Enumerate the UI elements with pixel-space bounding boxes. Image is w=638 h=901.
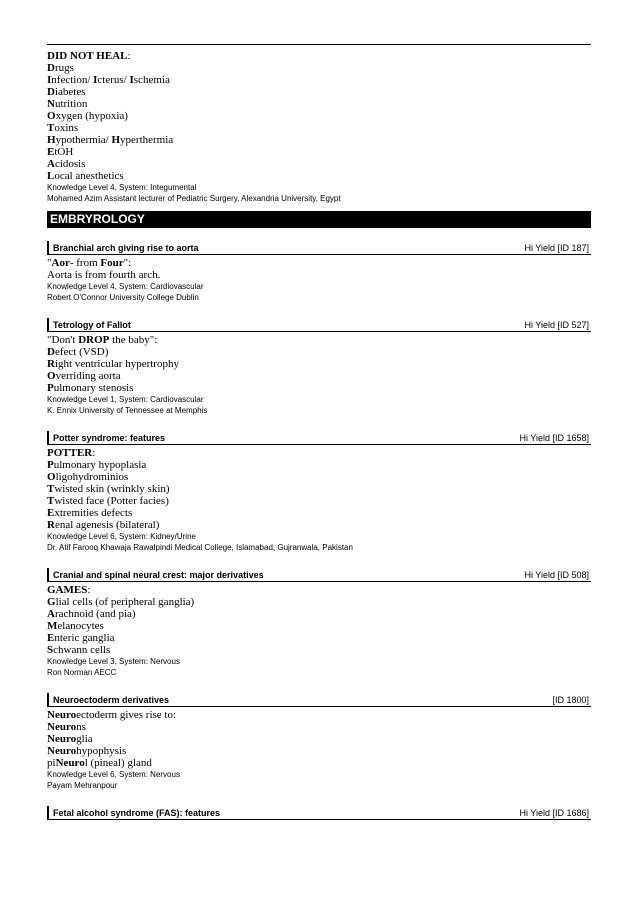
- card-line: [47, 334, 591, 346]
- mnemonic-letter: L: [47, 170, 55, 182]
- mnemonic-letter: O: [47, 110, 56, 122]
- mnemonic-letter: O: [47, 370, 56, 382]
- card-author: Ron Norman AECC: [47, 668, 117, 677]
- mnemonic-letter: POTTER: [47, 447, 93, 459]
- mnemonic-letter: Neuro: [47, 733, 77, 745]
- card-author: K. Ennix University of Tennessee at Memphis: [47, 406, 208, 415]
- text-run: elanocytes: [57, 620, 104, 632]
- card-body: [47, 709, 591, 791]
- mnemonic-letter: Neuro: [47, 721, 77, 733]
- intro-block: [47, 50, 591, 204]
- text-run: schemia: [133, 74, 170, 86]
- card: [47, 693, 591, 791]
- intro-list-item: [47, 146, 591, 158]
- text-run: hypophysis: [76, 745, 127, 757]
- intro-list-item: [47, 74, 591, 86]
- text-run: cterus/: [97, 74, 130, 86]
- intro-list-item: [47, 98, 591, 110]
- card-line: [47, 269, 591, 281]
- card-author: Robert O'Connor University College Dublin: [47, 293, 199, 302]
- text-run: cidosis: [54, 158, 86, 170]
- card-line: [47, 358, 591, 370]
- card-header: [47, 806, 591, 820]
- text-run: ulmonary hypoplasia: [53, 459, 147, 471]
- card-header: [47, 431, 591, 445]
- mnemonic-letter: E: [47, 507, 55, 519]
- text-run: ight ventricular hypertrophy: [54, 358, 179, 370]
- mnemonic-letter: I: [129, 74, 134, 86]
- card-line: [47, 584, 591, 596]
- mnemonic-letter: P: [47, 382, 54, 394]
- card-line: [47, 745, 591, 757]
- text-run: Aorta is from fourth arch.: [47, 269, 161, 281]
- mnemonic-letter: DROP: [78, 334, 110, 346]
- text-run: :: [87, 584, 91, 596]
- card-title: Cranial and spinal neural crest: major derivatives: [53, 570, 264, 580]
- card-knowledge: Knowledge Level 4, System: Cardiovascular: [47, 282, 204, 291]
- card: [47, 318, 591, 416]
- intro-title-suffix: :: [127, 50, 131, 62]
- mnemonic-letter: O: [47, 471, 56, 483]
- mnemonic-letter: H: [111, 134, 121, 146]
- text-run: wisted skin (wrinkly skin): [54, 483, 170, 495]
- card-header: [47, 318, 591, 332]
- text-run: lial cells (of peripheral ganglia): [55, 596, 195, 608]
- intro-list-item: [47, 122, 591, 134]
- card-line: [47, 257, 591, 269]
- card-line: [47, 632, 591, 644]
- mnemonic-letter: P: [47, 459, 54, 471]
- text-run: :: [92, 447, 96, 459]
- intro-knowledge: Knowledge Level 4, System: Integumental: [47, 183, 197, 192]
- card-line: [47, 620, 591, 632]
- mnemonic-letter: Four: [100, 257, 124, 269]
- mnemonic-letter: T: [47, 495, 55, 507]
- mnemonic-letter: T: [47, 483, 55, 495]
- text-run: "Don't: [47, 334, 79, 346]
- card-header: [47, 568, 591, 582]
- text-run: ocal anesthetics: [54, 170, 124, 182]
- card-knowledge: Knowledge Level 1, System: Cardiovascular: [47, 395, 204, 404]
- intro-list-item: [47, 62, 591, 74]
- intro-list-item: [47, 86, 591, 98]
- card-meta: Hi Yield [ID 1658]: [519, 433, 589, 443]
- card-line: [47, 370, 591, 382]
- mnemonic-letter: D: [47, 86, 55, 98]
- text-run: ": [47, 257, 52, 269]
- mnemonic-letter: G: [47, 596, 56, 608]
- text-run: the baby":: [109, 334, 158, 346]
- card-line: [47, 459, 591, 471]
- text-run: nteric ganglia: [54, 632, 115, 644]
- card: [47, 241, 591, 303]
- card-meta: Hi Yield [ID 1686]: [519, 808, 589, 818]
- text-run: - from: [69, 257, 101, 269]
- text-run: xygen (hypoxia): [55, 110, 128, 122]
- text-run: wisted face (Potter facies): [54, 495, 169, 507]
- card-title: Potter syndrome: features: [53, 433, 166, 443]
- card-line: [47, 346, 591, 358]
- card-line: [47, 519, 591, 531]
- card-knowledge: Knowledge Level 3, System: Nervous: [47, 657, 180, 666]
- text-run: utrition: [54, 98, 88, 110]
- card-meta: Hi Yield [ID 508]: [524, 570, 589, 580]
- card-header: [47, 241, 591, 255]
- mnemonic-letter: Neuro: [55, 757, 85, 769]
- intro-title: DID NOT HEAL: [47, 50, 128, 62]
- card-title: Neuroectoderm derivatives: [53, 695, 170, 705]
- mnemonic-letter: Neuro: [47, 745, 77, 757]
- text-run: xtremities defects: [54, 507, 133, 519]
- text-run: iabetes: [54, 86, 86, 98]
- card-knowledge: Knowledge Level 6, System: Nervous: [47, 770, 180, 779]
- intro-list-item: [47, 134, 591, 146]
- mnemonic-letter: Aor: [51, 257, 70, 269]
- mnemonic-letter: N: [47, 98, 55, 110]
- document-page: [47, 44, 591, 822]
- card-line: [47, 608, 591, 620]
- text-run: rugs: [54, 62, 74, 74]
- card-line: [47, 721, 591, 733]
- mnemonic-letter: A: [47, 158, 55, 170]
- text-run: ulmonary stenosis: [53, 382, 134, 394]
- text-run: verriding aorta: [55, 370, 121, 382]
- mnemonic-letter: I: [47, 74, 52, 86]
- mnemonic-letter: E: [47, 146, 55, 158]
- top-rule: [47, 44, 591, 45]
- text-run: efect (VSD): [54, 346, 109, 358]
- card-line: [47, 483, 591, 495]
- intro-list-item: [47, 110, 591, 122]
- card-meta: Hi Yield [ID 527]: [524, 320, 589, 330]
- card-line: [47, 709, 591, 721]
- text-run: glia: [76, 733, 93, 745]
- mnemonic-letter: I: [93, 74, 98, 86]
- text-run: tOH: [54, 146, 74, 158]
- text-run: enal agenesis (bilateral): [54, 519, 160, 531]
- mnemonic-letter: D: [47, 346, 55, 358]
- text-run: oxins: [54, 122, 79, 134]
- intro-author: Mohamed Azim Assistant lecturer of Pediatric Surgery, Alexandria University, Egypt: [47, 194, 341, 203]
- card-title: Branchial arch giving rise to aorta: [53, 243, 199, 253]
- mnemonic-letter: D: [47, 62, 55, 74]
- card-author: Dr. Atif Farooq Khawaja Rawalpindi Medical College, Islamabad, Gujranwala, Pakistan: [47, 543, 353, 552]
- card-body: [47, 257, 591, 303]
- mnemonic-letter: A: [47, 608, 55, 620]
- card-author: Payam Mehranpour: [47, 781, 118, 790]
- card: [47, 568, 591, 678]
- intro-list-item: [47, 158, 591, 170]
- card-line: [47, 733, 591, 745]
- mnemonic-letter: Neuro: [47, 709, 77, 721]
- mnemonic-letter: R: [47, 358, 55, 370]
- mnemonic-letter: M: [47, 620, 58, 632]
- card-body: [47, 334, 591, 416]
- text-run: rachnoid (and pia): [54, 608, 136, 620]
- mnemonic-letter: R: [47, 519, 55, 531]
- intro-list: [47, 62, 591, 182]
- card-meta: [ID 1800]: [552, 695, 589, 705]
- text-run: chwann cells: [53, 644, 111, 656]
- text-run: ":: [123, 257, 132, 269]
- card-title: Tetrology of Fallot: [53, 320, 131, 330]
- card-line: [47, 382, 591, 394]
- card-line: [47, 757, 591, 769]
- card-list: [47, 241, 591, 820]
- text-run: ectoderm gives rise to:: [76, 709, 177, 721]
- card-title: Fetal alcohol syndrome (FAS): features: [53, 808, 221, 818]
- card-line: [47, 471, 591, 483]
- card-knowledge: Knowledge Level 6, System: Kidney/Urine: [47, 532, 196, 541]
- mnemonic-letter: GAMES: [47, 584, 88, 596]
- mnemonic-letter: T: [47, 122, 55, 134]
- text-run: l (pineal) gland: [84, 757, 152, 769]
- card-line: [47, 596, 591, 608]
- card-line: [47, 495, 591, 507]
- card-header: [47, 693, 591, 707]
- intro-title-line: [47, 50, 591, 62]
- card-line: [47, 447, 591, 459]
- text-run: ypothermia/: [55, 134, 112, 146]
- card: [47, 431, 591, 553]
- section-banner: EMBRYROLOGY: [47, 211, 591, 228]
- card-meta: Hi Yield [ID 187]: [524, 243, 589, 253]
- card: [47, 806, 591, 820]
- card-line: [47, 507, 591, 519]
- text-run: yperthermia: [120, 134, 174, 146]
- intro-list-item: [47, 170, 591, 182]
- mnemonic-letter: H: [47, 134, 56, 146]
- text-run: ligohydrominios: [55, 471, 129, 483]
- mnemonic-letter: E: [47, 632, 55, 644]
- text-run: pi: [47, 757, 56, 769]
- text-run: nfection/: [51, 74, 94, 86]
- card-body: [47, 584, 591, 678]
- card-body: [47, 447, 591, 553]
- card-line: [47, 644, 591, 656]
- mnemonic-letter: S: [47, 644, 54, 656]
- text-run: ns: [76, 721, 86, 733]
